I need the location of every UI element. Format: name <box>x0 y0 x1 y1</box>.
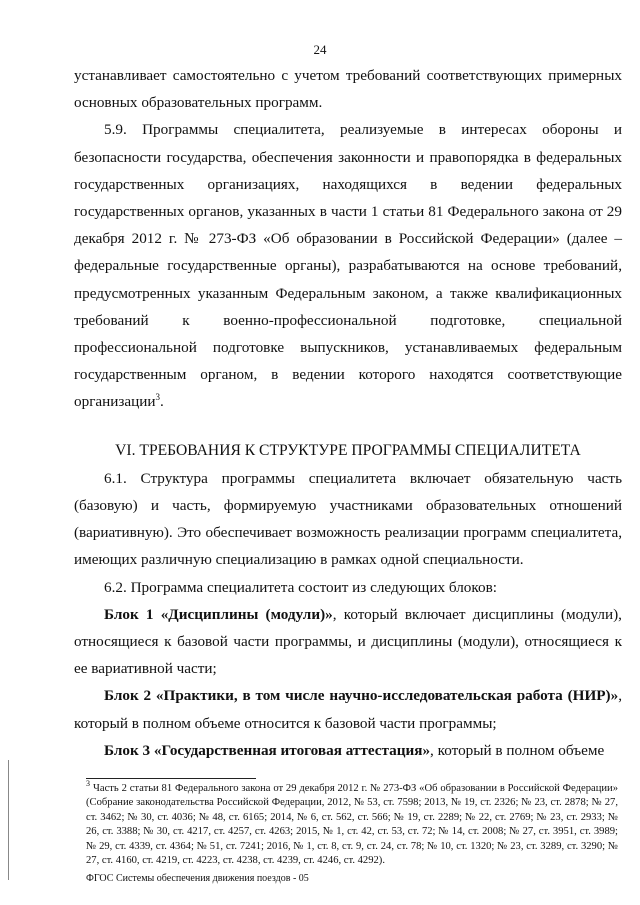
paragraph-5-9-text: 5.9. Программы специалитета, реализуемые в интересах обороны и безопасности государства, обеспечения законности и правопорядка в федеральных государственных организациях, находящихся в ведении федеральных государственных органов, указанных в части 1 статьи 81 Федерального закона от 29 декабря 2012 г. № 273-ФЗ «Об образовании в Российской Федерации» (далее – федеральные государственные органы), разрабатываются на основе требований, предусмотренных указанным Федеральным законом, а также квалификационных требований к военно-профессиональной подготовке, специальной профессиональной подготовке выпускников, устанавливаемых федеральным государственным органом, в ведении которого находятся соответствующие организации <box>74 121 622 411</box>
document-body <box>74 62 622 764</box>
paragraph-6-1: 6.1. Структура программы специалитета включает обязательную часть (базовую) и часть, формируемую участниками образовательных отношений (вариативную). Это обеспечивает возможность реализации программ специалитета, имеющих различную специализацию в рамках одной специальности. <box>74 469 622 569</box>
block-2-text: , который в полном объеме относится к базовой части программы; <box>74 687 622 732</box>
block-2-title: Блок 2 «Практики, в том числе научно-исследовательская работа (НИР)» <box>104 687 619 705</box>
block-1-title: Блок 1 «Дисциплины (модули)» <box>104 605 333 623</box>
block-2-paragraph <box>74 682 622 736</box>
paragraph-6-2: 6.2. Программа специалитета состоит из следующих блоков: <box>104 578 497 596</box>
block-3-text: , который в полном объеме <box>430 741 605 759</box>
scan-margin-mark <box>8 760 9 880</box>
paragraph-5-9: 5.9. Программы специалитета, реализуемые в интересах обороны и безопасности государства, обеспечения законности и правопорядка в федеральных государственных организациях, находящихся в ведении федеральных государственных органов, указанных в части 1 статьи 81 Федерального закона от 29 декабря 2012 г. № 273-ФЗ «Об образовании в Российской Федерации» (далее – федеральные государственные органы), разрабатываются на основе требований, предусмотренных указанным Федеральным законом, а также квалификационных требований к военно-профессиональной подготовке, специальной профессиональной подготовке выпускников, устанавливаемых федеральным государственным органом, в ведении которого находятся соответствующие организации$^3$. <box>74 121 622 411</box>
section-heading: VI. ТРЕБОВАНИЯ К СТРУКТУРЕ ПРОГРАММЫ СПЕЦИАЛИТЕТА <box>115 441 581 459</box>
footnote-text: Часть 2 статьи 81 Федерального закона от 29 декабря 2012 г. № 273-ФЗ «Об образовании в Российской Федерации» (Собрание законодательства Российской Федерации, 2012, № 53, ст. 7598; 2013, № 19, ст. 2326; № 23, ст. 2878; № 27, ст. 3462; № 30, ст. 4036; № 48, ст. 6165; 2014, № 6, ст. 562, ст. 566; № 19, ст. 2289; № 22, ст. 2769; № 23, ст. 2933; № 26, ст. 3388; № 30, ст. 4217, ст. 4257, ст. 4263; 2015, № 1, ст. 42, ст. 53, ст. 72; № 14, ст. 2008; № 27, ст. 3951, ст. 3989; № 29, ст. 4339, ст. 4364; № 51, ст. 7241; 2016, № 1, ст. 8, ст. 9, ст. 24, ст. 78; № 10, ст. 1320; № 23, ст. 3289, ст. 3290; № 27, ст. 4160, ст. 4219, ст. 4223, ст. 4238, ст. 4239, ст. 4246, ст. 4292). <box>86 783 618 867</box>
block-1-text: , который включает дисциплины (модули), относящиеся к базовой части программы, и дисциплины (модули), относящиеся к ее вариативной части; <box>74 605 622 678</box>
footnote <box>86 779 618 868</box>
block-3-title: Блок 3 «Государственная итоговая аттестация» <box>104 741 431 759</box>
footnote-number: 3 <box>86 779 90 789</box>
block-1-paragraph <box>74 601 622 683</box>
continuation-paragraph: устанавливает самостоятельно с учетом требований соответствующих примерных основных образовательных программ. <box>74 67 622 112</box>
page-footer: ФГОС Системы обеспечения движения поездов - 05 <box>86 873 309 884</box>
footnote-reference: 3 <box>155 392 161 403</box>
block-3-paragraph <box>74 737 622 764</box>
page-number: 24 <box>313 42 327 57</box>
footnote-divider <box>86 778 256 779</box>
